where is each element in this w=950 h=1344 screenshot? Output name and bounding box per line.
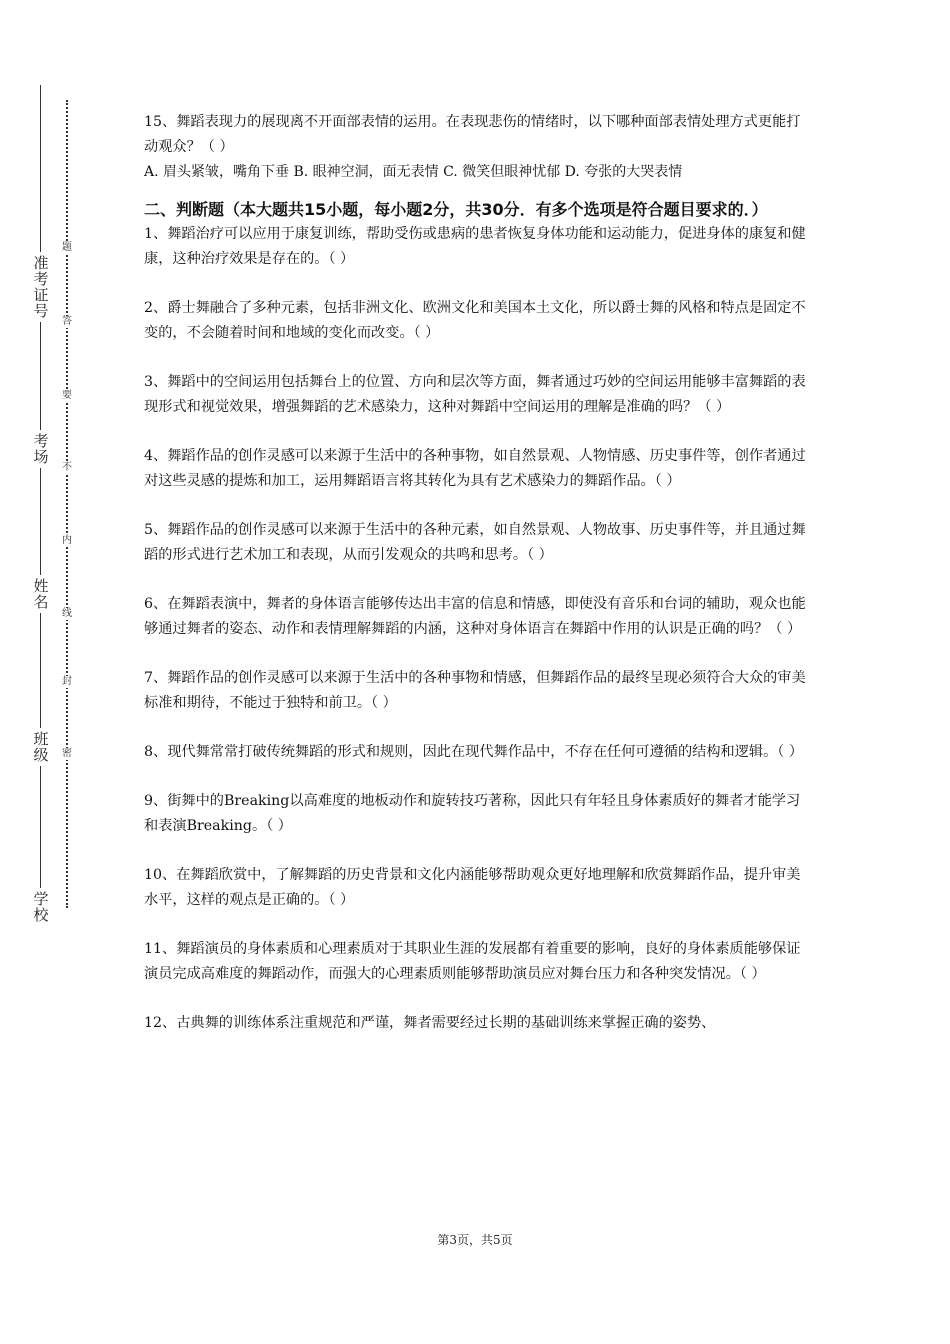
judge-question-2: 2、爵士舞融合了多种元素，包括非洲文化、欧洲文化和美国本土文化，所以爵士舞的风格和特点是固定不变的，不会随着时间和地域的变化而改变。（ ）	[144, 300, 806, 341]
seal-char: 不	[58, 462, 76, 474]
judge-question-12: 12、古典舞的训练体系注重规范和严谨，舞者需要经过长期的基础训练来掌握正确的姿势、	[144, 1015, 716, 1031]
section-title: 二、判断题（本大题共15小题，每小题2分，共30分．有多个选项是符合题目要求的．）	[144, 200, 768, 219]
judge-question-6: 6、在舞蹈表演中，舞者的身体语言能够传达出丰富的信息和情感，即使没有音乐和台词的辅助，观众也能够通过舞者的姿态、动作和表情理解舞蹈的内涵，这种对身体语言在舞蹈中作用的认识是正确的吗？（ ）	[144, 596, 806, 637]
class-label: 班 级	[30, 728, 52, 766]
name-label: 姓 名	[30, 575, 52, 613]
judge-question-5: 5、舞蹈作品的创作灵感可以来源于生活中的各种元素，如自然景观、人物故事、历史事件等，并且通过舞蹈的形式进行艺术加工和表现，从而引发观众的共鸣和思考。（ ）	[144, 522, 806, 563]
seal-char: 密	[58, 748, 76, 760]
seal-char: 封	[58, 676, 76, 688]
seal-char: 要	[58, 390, 76, 402]
judge-question-11: 11、舞蹈演员的身体素质和心理素质对于其职业生涯的发展都有着重要的影响，良好的身体素质能够保证演员完成高难度的舞蹈动作，而强大的心理素质则能够帮助演员应对舞台压力和各种突发情况。（ ）	[144, 941, 801, 982]
judge-question-8: 8、现代舞常常打破传统舞蹈的形式和规则，因此在现代舞作品中，不存在任何可遵循的结构和逻辑。（ ）	[144, 744, 804, 760]
question-options: A. 眉头紧皱，嘴角下垂 B. 眼神空洞，面无表情 C. 微笑但眼神忧郁 D. 夸张的大哭表情	[144, 164, 683, 180]
seal-char: 题	[58, 242, 76, 254]
judge-question-9: 9、街舞中的Breaking以高难度的地板动作和旋转技巧著称，因此只有年轻且身体素质好的舞者才能学习和表演Breaking。（ ）	[144, 793, 801, 834]
exam-room-label: 考 场	[30, 430, 52, 468]
judge-question-4: 4、舞蹈作品的创作灵感可以来源于生活中的各种事物，如自然景观、人物情感、历史事件等，创作者通过对这些灵感的提炼和加工，运用舞蹈语言将其转化为具有艺术感染力的舞蹈作品。（ ）	[144, 448, 806, 489]
judge-question-1: 1、舞蹈治疗可以应用于康复训练，帮助受伤或患病的患者恢复身体功能和运动能力，促进身体的康复和健康，这种治疗效果是存在的。（ ）	[144, 226, 806, 267]
exam-content	[144, 110, 810, 1036]
judge-question-3: 3、舞蹈中的空间运用包括舞台上的位置、方向和层次等方面，舞者通过巧妙的空间运用能够丰富舞蹈的表现形式和视觉效果，增强舞蹈的艺术感染力，这种对舞蹈中空间运用的理解是准确的吗？（ ）	[144, 374, 806, 415]
judge-question-10: 10、在舞蹈欣赏中，了解舞蹈的历史背景和文化内涵能够帮助观众更好地理解和欣赏舞蹈作品，提升审美水平，这样的观点是正确的。（ ）	[144, 867, 801, 908]
seal-char: 线	[58, 608, 76, 620]
school-label: 学 校	[30, 888, 52, 926]
question-text: 15、舞蹈表现力的展现离不开面部表情的运用。在表现悲伤的情绪时，以下哪种面部表情处理方式更能打动观众？（ ）	[144, 114, 801, 155]
binding-dotted-line	[66, 100, 68, 908]
page-footer: 第3页，共5页	[437, 1233, 513, 1247]
judge-question-7: 7、舞蹈作品的创作灵感可以来源于生活中的各种事物和情感，但舞蹈作品的最终呈现必须符合大众的审美标准和期待，不能过于独特和前卫。（ ）	[144, 670, 806, 711]
question-15	[144, 110, 810, 185]
exam-id-label: 准 考 证 号	[30, 252, 52, 322]
seal-char: 内	[58, 535, 76, 547]
seal-char: 答	[58, 316, 76, 328]
binding-solid-line	[40, 85, 41, 910]
